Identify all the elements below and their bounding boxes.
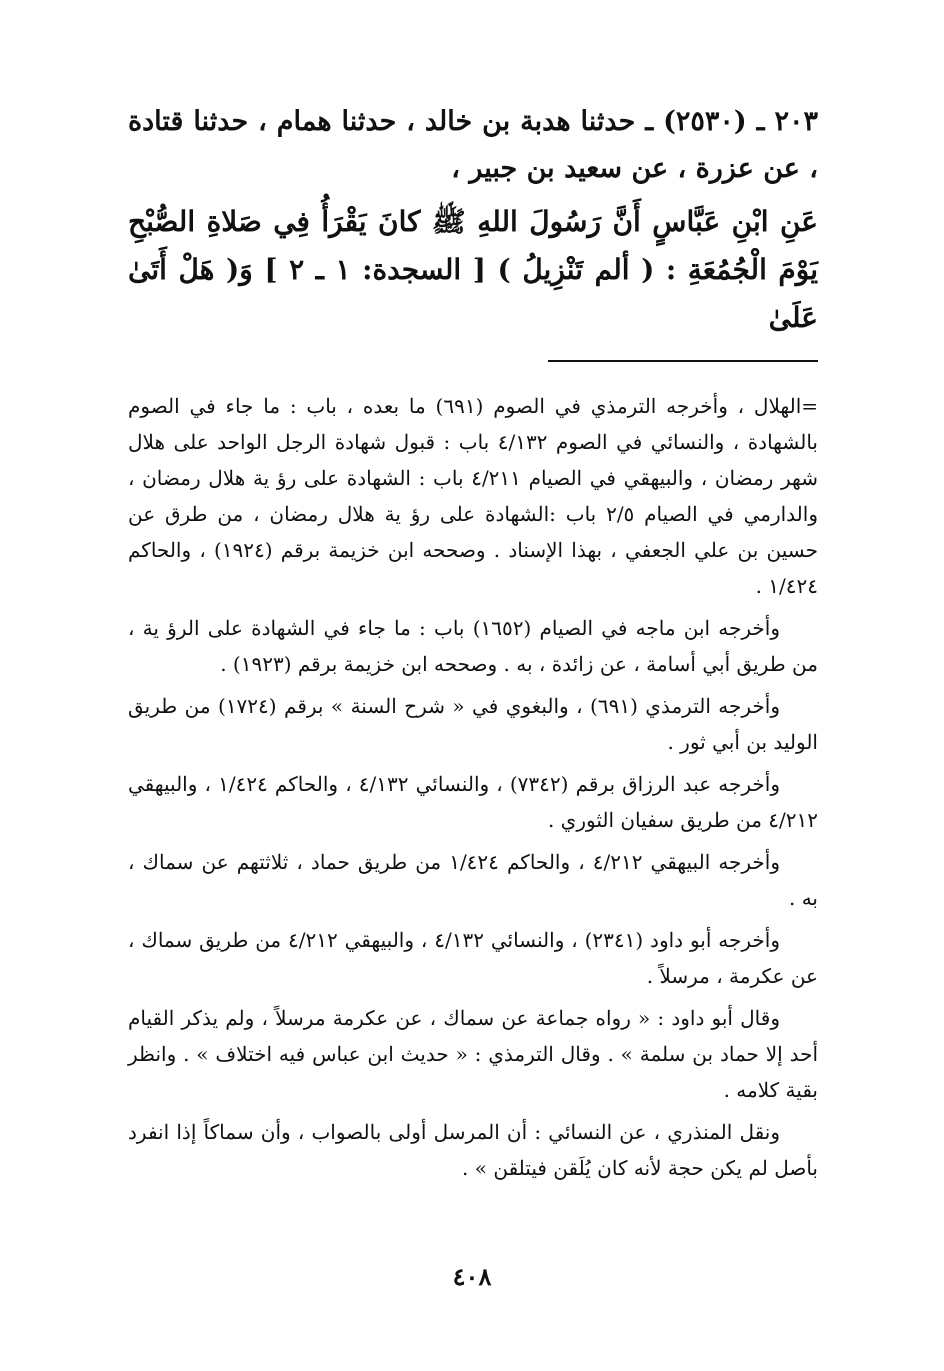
footnote-paragraph: وأخرجه ابن ماجه في الصيام (١٦٥٢) باب : ما جاء في الشهادة على الرؤ ية ، من طريق أبي أسامة ، عن زائدة ، به . وصححه ابن خزيمة برقم (١٩٢٣) .: [128, 616, 818, 676]
footnote-paragraph: وقال أبو داود : « رواه جماعة عن سماك ، عن عكرمة مرسلاً ، ولم يذكر القيام أحد إلا حماد بن سلمة » . وقال الترمذي : « حديث ابن عباس فيه اختلاف » . وانظر بقية كلامه .: [128, 1006, 818, 1102]
footnote-paragraph: =الهلال ، وأخرجه الترمذي في الصوم (٦٩١) ما بعده ، باب : ما جاء في الصوم بالشهادة ، والنسائي في الصوم ٤/١٣٢ باب : قبول شهادة الرجل الواحد على هلال شهر رمضان ، والبيهقي في الصيام ٤/٢١١ باب : الشهادة على رؤ ية هلال رمضان ، والدارمي في الصيام ٢/٥ باب :الشهادة على رؤ ية هلال رمضان ، من طرق عن حسين بن علي الجعفي ، بهذا الإسناد . وصححه ابن خزيمة برقم (١٩٢٤) ، والحاكم ١/٤٢٤ .: [128, 394, 819, 598]
page-number: ٤٠٨: [452, 1262, 492, 1291]
footnotes: [128, 388, 818, 1192]
footnote-paragraph: ونقل المنذري ، عن النسائي : أن المرسل أولى بالصواب ، وأن سماكاً إذا انفرد بأصل لم يكن حجة لأنه كان يُلَقن فيتلقن » .: [128, 1120, 818, 1180]
hadith-chain: ٢٠٣ ـ (٢٥٣٠) ـ حدثنا هدبة بن خالد ، حدثنا همام ، حدثنا قتادة ، عن عزرة ، عن سعيد بن جبير ،: [128, 106, 818, 184]
hadith-text: عَنِ ابْنِ عَبَّاسٍ أَنَّ رَسُولَ اللهِ ﷺ كانَ يَقْرَأُ فِي صَلاةِ الصُّبْحِ يَوْمَ الْجُمُعَةِ : ( ألم تَنْزِيلُ ) [ السجدة: ١ ـ ٢ ] وَ( هَلْ أَتَىٰ عَلَىٰ: [128, 205, 819, 334]
hadith-block: [128, 98, 818, 342]
footnote-paragraph: وأخرجه البيهقي ٤/٢١٢ ، والحاكم ١/٤٢٤ من طريق حماد ، ثلاثتهم عن سماك ، به .: [128, 850, 818, 910]
footnote-divider: [548, 360, 818, 362]
footnote-paragraph: وأخرجه أبو داود (٢٣٤١) ، والنسائي ٤/١٣٢ ، والبيهقي ٤/٢١٢ من طريق سماك ، عن عكرمة ، مرسلاً .: [128, 928, 818, 988]
footnote-paragraph: وأخرجه عبد الرزاق برقم (٧٣٤٢) ، والنسائي ٤/١٣٢ ، والحاكم ١/٤٢٤ ، والبيهقي ٤/٢١٢ من طريق سفيان الثوري .: [128, 772, 818, 832]
footnote-paragraph: وأخرجه الترمذي (٦٩١) ، والبغوي في « شرح السنة » برقم (١٧٢٤) من طريق الوليد بن أبي ثور .: [128, 694, 818, 754]
